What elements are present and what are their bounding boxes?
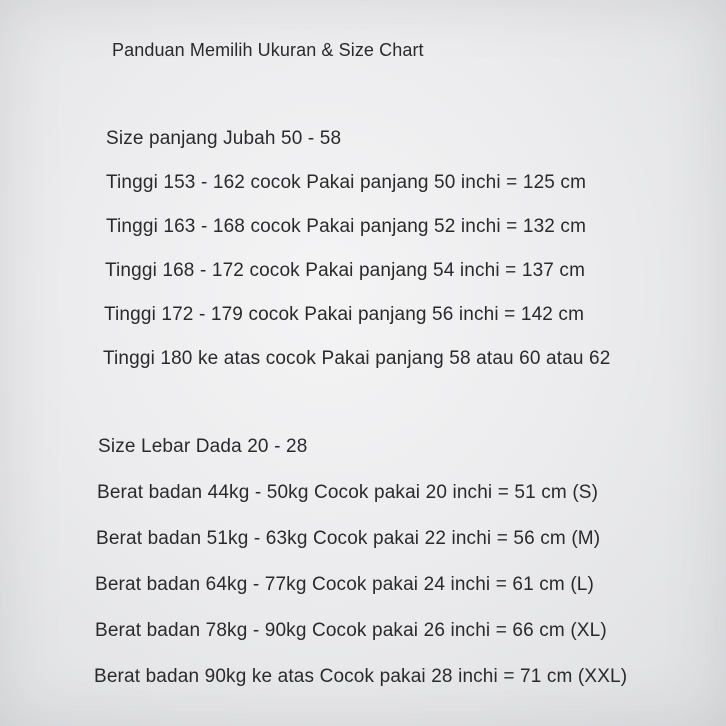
page-title: Panduan Memilih Ukuran & Size Chart <box>112 40 424 60</box>
lebar-row: Berat badan 51kg - 63kg Cocok pakai 22 inchi = 56 cm (M) <box>96 528 601 549</box>
panjang-row: Tinggi 172 - 179 cocok Pakai panjang 56 inchi = 142 cm <box>104 304 585 325</box>
panjang-row: Tinggi 180 ke atas cocok Pakai panjang 58 atau 60 atau 62 <box>103 348 611 369</box>
lebar-row: Berat badan 64kg - 77kg Cocok pakai 24 inchi = 61 cm (L) <box>95 574 594 595</box>
lebar-row: Berat badan 44kg - 50kg Cocok pakai 20 inchi = 51 cm (S) <box>97 482 599 503</box>
section-heading-panjang: Size panjang Jubah 50 - 58 <box>106 128 342 149</box>
section-heading-lebar: Size Lebar Dada 20 - 28 <box>98 436 308 457</box>
lebar-row: Berat badan 90kg ke atas Cocok pakai 28 inchi = 71 cm (XXL) <box>94 666 628 687</box>
panjang-row: Tinggi 163 - 168 cocok Pakai panjang 52 inchi = 132 cm <box>106 216 587 237</box>
panjang-row: Tinggi 153 - 162 cocok Pakai panjang 50 inchi = 125 cm <box>106 172 587 193</box>
panjang-row: Tinggi 168 - 172 cocok Pakai panjang 54 inchi = 137 cm <box>105 260 586 281</box>
lebar-row: Berat badan 78kg - 90kg Cocok pakai 26 inchi = 66 cm (XL) <box>95 620 607 641</box>
